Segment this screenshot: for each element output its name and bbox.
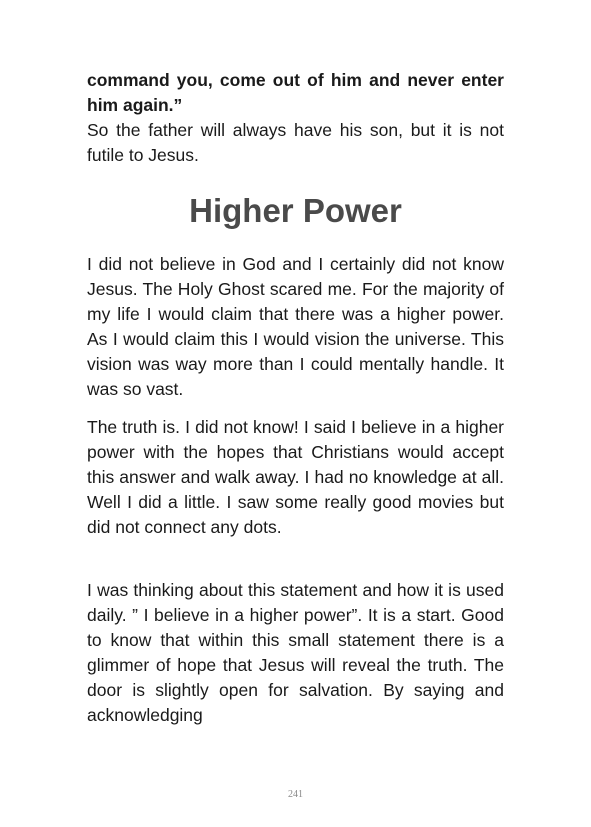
- page-number: 241: [288, 789, 303, 800]
- body-paragraph: So the father will always have his son, but it is not futile to Jesus.: [87, 120, 504, 165]
- body-paragraph: I was thinking about this statement and how it is used daily. ” I believe in a higher power”. It is a start. Good to know that within this small statement there is a glimmer of hope that Jesus will reveal the truth. The door is slightly open for salvation. By saying and acknowledging: [87, 580, 504, 725]
- body-paragraph-1-block: [87, 252, 504, 402]
- top-text-block: [87, 68, 504, 168]
- body-paragraph-2-block: [87, 415, 504, 540]
- section-heading: Higher Power: [189, 192, 402, 229]
- body-paragraph-3-block: [87, 578, 504, 728]
- body-paragraph: The truth is. I did not know! I said I believe in a higher power with the hopes that Christians would accept this answer and walk away. I had no knowledge at all. Well I did a little. I saw some really good movies but did not connect any dots.: [87, 417, 504, 537]
- quote-paragraph: command you, come out of him and never enter him again.”: [87, 70, 504, 115]
- body-paragraph: I did not believe in God and I certainly did not know Jesus. The Holy Ghost scared me. For the majority of my life I would claim that there was a higher power. As I would claim this I would vision the universe. This vision was way more than I could mentally handle. It was so vast.: [87, 254, 504, 399]
